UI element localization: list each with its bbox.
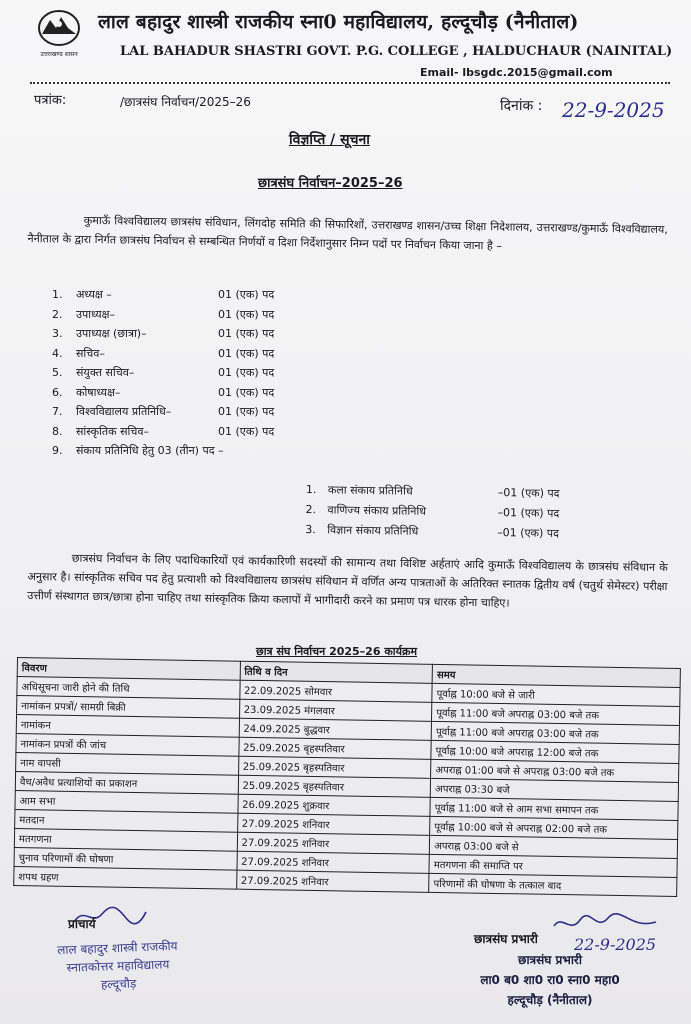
election-incharge-signature (550, 912, 660, 936)
college-name-hindi: लाल बहादुर शास्त्री राजकीय स्ना0 महाविद्यालय, हल्दूचौड़ (नैनीताल) (98, 11, 579, 33)
post-number: 1. (52, 288, 63, 301)
schedule-time: पूर्वाह्न 10:00 बजे से अपराह्न 02:00 बजे तक (430, 816, 678, 839)
principal-stamp (17, 936, 219, 997)
schedule-date: 24.09.2025 बुद्धवार (239, 718, 432, 740)
post-item (52, 424, 275, 444)
schedule-date: 25.09.2025 बृहस्पतिवार (238, 737, 431, 759)
handwritten-date: 22-9-2025 (562, 98, 665, 122)
post-count: 01 (एक) पद (218, 307, 275, 321)
post-item (52, 346, 275, 366)
post-name: सचिव– (76, 346, 105, 360)
notice-subtitle: छात्रसंघ निर्वाचन–2025–26 (258, 176, 403, 191)
post-count: 01 (एक) पद (218, 288, 275, 301)
schedule-title: छात्र संघ निर्वाचन 2025–26 कार्यक्रम (256, 645, 418, 658)
schedule-event: नामांकन प्रपत्रों की जांच (16, 733, 239, 756)
faculty-rep-item (305, 522, 560, 544)
posts-list (52, 287, 275, 463)
schedule-time: अपराह्न 03:00 बजे से (430, 835, 678, 858)
schedule-event: मतगणना (14, 828, 237, 851)
post-count: 01 (एक) पद (218, 385, 275, 399)
logo-caption: उत्तराखण्ड शासन (40, 51, 78, 58)
post-item (52, 307, 275, 327)
eligibility-paragraph: छात्रसंघ निर्वाचन के लिए पदाधिकारियों एवं कार्यकारिणी सदस्यों की सामान्य तथा विशिष्ट अर्हताएं आदि कुमाऊँ विश्वविद्यालय के छात्रसंघ संविधान के अनुसार है। सांस्कृतिक सचिव पद हेतु प्रत्याशी को विश्वविद्यालय छात्रसंघ संविधान में वर्णित अन्य पात्रताओं के अतिरिक्त स्नातक द्वितीय वर्ष (चतुर्थ सेमेस्टर) परीक्षा उत्तीर्ण संस्थागत छात्र/छात्रा होना चाहिए तथा सांस्कृतिक क्रिया कलापों में भागीदारी करने का प्रमाण पत्र धारक होना चाहिए। (27, 551, 668, 610)
faculty-rep-name: विज्ञान संकाय प्रतिनिधि (327, 523, 419, 538)
schedule-event: चुनाव परिणामों की घोषणा (14, 847, 237, 870)
date-label: दिनांक : (500, 98, 543, 114)
post-name: संयुक्त सचिव– (76, 366, 135, 379)
schedule-time: अपराह्न 03:30 बजे (430, 778, 678, 801)
election-incharge-stamp (440, 950, 660, 1010)
schedule-date: 25.09.2025 बृहस्पतिवार (238, 775, 431, 797)
post-item (52, 326, 275, 346)
intro-paragraph: कुमाऊँ विश्वविद्यालय छात्रसंघ संविधान, लिंगदोह समिति की सिफारिशों, उत्तराखण्ड शासन/उच्च शिक्षा निदेशालय, उत्तराखण्ड/कुमाऊँ विश्वविद्यालय, नैनीताल के द्वारा निर्गत छात्रसंघ निर्वाचन से सम्बन्धित निर्णयों व दिशा निर्देशानुसार निम्न पदों पर निर्वाचन किया जाना है – (27, 213, 668, 253)
schedule-date: 23.09.2025 मंगलवार (239, 699, 432, 721)
schedule-table (13, 657, 681, 897)
faculty-rep-item (305, 502, 560, 524)
post-number: 7. (52, 405, 63, 418)
schedule-event: नामांकन प्रपत्रों/ सामग्री बिक्री (17, 696, 240, 719)
post-item (52, 287, 275, 307)
schedule-time: पूर्वाह्न 10:00 बजे अपराह्न 12:00 बजे तक (431, 740, 679, 763)
post-item (52, 385, 275, 405)
post-count: 01 (एक) पद (218, 346, 275, 360)
faculty-rep-count: –01 (एक) पद (497, 506, 560, 520)
post-count: 01 (एक) पद (218, 327, 275, 340)
post-item (52, 365, 275, 385)
reference-label: पत्रांक: (34, 93, 67, 108)
schedule-event: नाम वापसी (16, 752, 239, 775)
faculty-rep-count: –01 (एक) पद (497, 486, 560, 500)
schedule-date: 27.09.2025 शनिवार (237, 851, 430, 873)
schedule-time: मतगणना की समाप्ति पर (429, 854, 677, 877)
stamp-line: हल्दूचौड़ (100, 976, 137, 992)
column-header: समय (432, 664, 680, 687)
post-name: संकाय प्रतिनिधि हेतु 03 (तीन) पद – (76, 444, 224, 457)
stamp-line: छात्रसंघ प्रभारी (518, 953, 582, 967)
post-name: उपाध्यक्ष– (76, 307, 116, 321)
schedule-event: नामांकन (16, 715, 239, 738)
post-item (52, 404, 275, 424)
post-item (52, 443, 224, 463)
post-count: 01 (एक) पद (218, 405, 275, 418)
schedule-date: 27.09.2025 शनिवार (237, 813, 430, 835)
post-number: 5. (52, 366, 63, 379)
schedule-date: 27.09.2025 शनिवार (237, 832, 430, 854)
notice-title: विज्ञप्ति / सूचना (289, 132, 370, 148)
post-number: 8. (52, 424, 63, 438)
post-count: 01 (एक) पद (218, 366, 275, 379)
signature-date: 22-9-2025 (574, 935, 657, 954)
post-name: कोषाध्यक्ष– (76, 385, 121, 399)
uttarakhand-emblem-icon (30, 8, 88, 60)
faculty-rep-name: वाणिज्य संकाय प्रतिनिधि (327, 503, 427, 518)
faculty-rep-number: 1. (305, 482, 317, 497)
post-count: 01 (एक) पद (218, 424, 275, 438)
post-number: 6. (52, 385, 63, 399)
stamp-line: ला0 ब0 शा0 रा0 स्ना0 महा0 (480, 973, 620, 987)
schedule-time: पूर्वाह्न 10:00 बजे से जारी (432, 683, 680, 706)
post-name: उपाध्यक्ष (छात्रा)– (76, 327, 147, 340)
schedule-time: अपराह्न 01:00 बजे से अपराह्न 03:00 बजे तक (431, 759, 679, 782)
schedule-time: पूर्वाह्न 11:00 बजे अपराह्न 03:00 बजे तक (431, 721, 679, 744)
reference-number: /छात्रसंघ निर्वाचन/2025–26 (120, 95, 251, 109)
schedule-event: वैध/अवैध प्रत्याशियों का प्रकाशन (15, 771, 238, 794)
schedule-date: 22.09.2025 सोमवार (239, 680, 432, 702)
schedule-time: पूर्वाह्न 11:00 बजे से आम सभा समापन तक (430, 797, 678, 820)
post-name: विश्वविद्यालय प्रतिनिधि– (76, 405, 172, 418)
schedule-date: 25.09.2025 बृहस्पतिवार (238, 756, 431, 778)
schedule-date: 27.09.2025 शनिवार (236, 870, 429, 892)
schedule-date: 26.09.2025 शुक्रवार (238, 794, 431, 816)
schedule-time: पूर्वाह्न 11:00 बजे अपराह्न 03:00 बजे तक (432, 702, 680, 725)
college-name-english: LAL BAHADUR SHASTRI GOVT. P.G. COLLEGE , HALDUCHAUR (NAINITAL) (120, 44, 673, 59)
post-number: 9. (52, 444, 63, 457)
stamp-line: स्नातकोत्तर महाविद्यालय (66, 957, 170, 975)
schedule-event: आम सभा (15, 790, 238, 813)
principal-role: प्राचार्य (68, 917, 96, 931)
column-header: तिथि व दिन (240, 661, 433, 683)
stamp-line: हल्दूचौड़ (नैनीताल) (507, 993, 593, 1007)
stamp-line: लाल बहादुर शास्त्री राजकीय (57, 938, 178, 958)
faculty-rep-name: कला संकाय प्रतिनिधि (327, 483, 413, 498)
election-incharge-role: छात्रसंघ प्रभारी (474, 932, 538, 946)
header-divider (30, 82, 670, 84)
post-number: 2. (52, 307, 63, 321)
post-name: अध्यक्ष – (76, 288, 112, 301)
college-email: Email- lbsgdc.2015@gmail.com (420, 66, 613, 79)
faculty-rep-item (305, 482, 560, 504)
schedule-time: परिणामों की घोषणा के तत्काल बाद (429, 873, 677, 896)
schedule-event: मतदान (15, 809, 238, 832)
schedule-event: अधिसूचना जारी होने की तिथि (17, 677, 240, 700)
faculty-rep-number: 3. (305, 522, 316, 537)
post-name: सांस्कृतिक सचिव– (76, 424, 149, 438)
post-number: 3. (52, 327, 63, 340)
post-number: 4. (52, 346, 63, 360)
column-header: विवरण (17, 658, 240, 681)
faculty-rep-count: –01 (एक) पद (497, 526, 560, 540)
faculty-rep-number: 2. (305, 502, 317, 517)
faculty-representatives-list (305, 482, 560, 544)
schedule-table-container (13, 657, 681, 897)
schedule-event: शपथ ग्रहण (14, 866, 237, 889)
